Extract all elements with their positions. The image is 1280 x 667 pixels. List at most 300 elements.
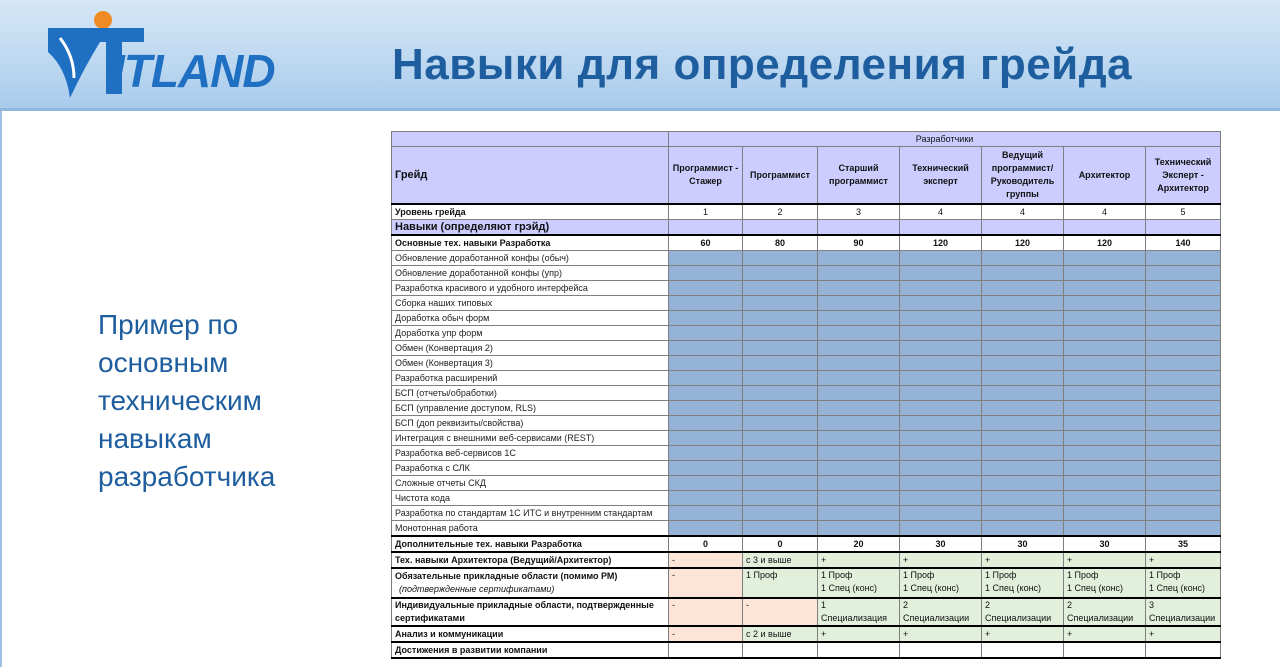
- skill-level-cell: [982, 296, 1064, 311]
- skill-level-cell: [1064, 506, 1146, 521]
- skill-level-cell: [818, 371, 900, 386]
- skill-level-cell: [982, 371, 1064, 386]
- column-header-row: [392, 147, 1221, 205]
- skill-item-row: [392, 491, 1221, 506]
- cell-line: 1 Спец (конс): [821, 583, 878, 593]
- side-caption-line: техническим: [98, 385, 262, 416]
- skill-level-cell: [818, 521, 900, 537]
- skill-level-cell: [1064, 371, 1146, 386]
- skill-item-row: [392, 266, 1221, 281]
- skill-level-cell: [818, 296, 900, 311]
- skill-level-cell: [1146, 416, 1221, 431]
- skill-item-row: [392, 251, 1221, 266]
- table-cell: [392, 132, 669, 147]
- skill-level-cell: [1064, 476, 1146, 491]
- skill-item-label: Разработка веб-сервисов 1С: [392, 446, 669, 461]
- table-cell: с 2 и выше: [743, 626, 818, 642]
- skill-level-cell: [1146, 341, 1221, 356]
- skill-level-cell: [900, 356, 982, 371]
- page-title: Навыки для определения грейда: [392, 40, 1133, 89]
- skill-level-cell: [1146, 491, 1221, 506]
- row-label: Индивидуальные прикладные области, подтвержденные сертификатами: [392, 598, 669, 626]
- skill-level-cell: [982, 326, 1064, 341]
- skill-level-cell: [743, 461, 818, 476]
- skill-level-cell: [982, 416, 1064, 431]
- skill-level-cell: [982, 281, 1064, 296]
- skill-level-cell: [982, 431, 1064, 446]
- side-caption-line: основным: [98, 347, 229, 378]
- cell-line: 1: [821, 600, 827, 610]
- skill-level-cell: [1146, 311, 1221, 326]
- skill-level-cell: [1064, 521, 1146, 537]
- cell-line: 3: [1149, 600, 1155, 610]
- table-cell: -: [669, 626, 743, 642]
- side-caption-line: Пример по: [98, 309, 239, 340]
- table-cell: 30: [982, 536, 1064, 552]
- table-cell: 4: [900, 204, 982, 220]
- skill-item-label: Обновление доработанной конфы (обыч): [392, 251, 669, 266]
- skill-item-label: Обмен (Конвертация 3): [392, 356, 669, 371]
- table-cell: 120: [1064, 235, 1146, 251]
- skill-item-label: Сложные отчеты СКД: [392, 476, 669, 491]
- table-cell: +: [982, 552, 1064, 568]
- main-skills-row: [392, 235, 1221, 251]
- skill-item-row: [392, 521, 1221, 537]
- skill-level-cell: [669, 296, 743, 311]
- table-cell: 2: [743, 204, 818, 220]
- skill-level-cell: [743, 311, 818, 326]
- skill-item-label: БСП (отчеты/обработки): [392, 386, 669, 401]
- skill-level-cell: [982, 311, 1064, 326]
- table-cell: 35: [1146, 536, 1221, 552]
- skill-level-cell: [818, 461, 900, 476]
- table-cell: [818, 568, 900, 598]
- skill-level-cell: [900, 371, 982, 386]
- cell-line: 1 Проф: [821, 570, 853, 580]
- skill-level-cell: [1146, 251, 1221, 266]
- skill-level-cell: [743, 266, 818, 281]
- skill-item-label: Разработка по стандартам 1С ИТС и внутренним стандартам: [392, 506, 669, 521]
- skill-level-cell: [743, 371, 818, 386]
- skill-level-cell: [900, 326, 982, 341]
- skill-level-cell: [818, 491, 900, 506]
- table-cell: +: [1064, 552, 1146, 568]
- left-border-line: [0, 111, 2, 667]
- skill-level-cell: [1146, 266, 1221, 281]
- skill-level-cell: [1064, 446, 1146, 461]
- table-cell: +: [982, 626, 1064, 642]
- skill-level-cell: [818, 266, 900, 281]
- cell-line: 1 Спец (конс): [1149, 583, 1206, 593]
- skill-level-cell: [818, 431, 900, 446]
- table-cell: 20: [818, 536, 900, 552]
- skill-level-cell: [669, 521, 743, 537]
- skill-item-row: [392, 386, 1221, 401]
- table-cell: -: [669, 552, 743, 568]
- skill-item-row: [392, 341, 1221, 356]
- table-cell: [1064, 220, 1146, 236]
- skill-level-cell: [1064, 401, 1146, 416]
- table-cell: [900, 568, 982, 598]
- skill-level-cell: [900, 416, 982, 431]
- skill-level-cell: [900, 341, 982, 356]
- cell-line: 2: [903, 600, 909, 610]
- skill-item-row: [392, 476, 1221, 491]
- analysis-row: [392, 626, 1221, 642]
- skill-level-cell: [900, 446, 982, 461]
- table-cell: 0: [743, 536, 818, 552]
- table-cell: [818, 220, 900, 236]
- table-cell: [669, 220, 743, 236]
- skill-level-cell: [1146, 431, 1221, 446]
- grade-label-cell: Грейд: [392, 147, 669, 205]
- column-header: Программист - Стажер: [669, 147, 743, 205]
- skill-level-cell: [982, 356, 1064, 371]
- table-cell: 4: [1064, 204, 1146, 220]
- table-cell: [1146, 642, 1221, 658]
- side-caption-line: навыкам: [98, 423, 212, 454]
- skill-level-cell: [1146, 386, 1221, 401]
- column-header: Технический эксперт: [900, 147, 982, 205]
- skill-item-label: Доработка упр форм: [392, 326, 669, 341]
- skill-level-cell: [1146, 401, 1221, 416]
- table-cell: [900, 598, 982, 626]
- skill-level-cell: [900, 281, 982, 296]
- table-cell: 30: [900, 536, 982, 552]
- skill-item-row: [392, 461, 1221, 476]
- skill-level-cell: [900, 311, 982, 326]
- skill-item-label: Чистота кода: [392, 491, 669, 506]
- table-cell: [743, 220, 818, 236]
- mandatory-areas-row: [392, 568, 1221, 598]
- table-cell: 30: [1064, 536, 1146, 552]
- skill-level-cell: [743, 281, 818, 296]
- skill-item-label: БСП (управление доступом, RLS): [392, 401, 669, 416]
- skill-level-cell: [1064, 326, 1146, 341]
- cell-line: -: [672, 570, 675, 580]
- skill-level-cell: [1064, 251, 1146, 266]
- table-cell: 0: [669, 536, 743, 552]
- table-cell: +: [900, 626, 982, 642]
- cell-line: Специализации: [1067, 613, 1134, 623]
- skill-level-cell: [1146, 506, 1221, 521]
- skill-level-cell: [900, 506, 982, 521]
- cell-line: -: [746, 600, 749, 610]
- table-cell: [1064, 568, 1146, 598]
- skill-level-cell: [743, 251, 818, 266]
- individual-areas-row: [392, 598, 1221, 626]
- table-cell: [1064, 642, 1146, 658]
- skill-level-cell: [743, 491, 818, 506]
- table-cell: [743, 642, 818, 658]
- skill-level-cell: [669, 341, 743, 356]
- grade-level-row: [392, 204, 1221, 220]
- skill-item-row: [392, 296, 1221, 311]
- table-cell: [818, 642, 900, 658]
- table-cell: [982, 642, 1064, 658]
- skill-item-label: БСП (доп реквизиты/свойства): [392, 416, 669, 431]
- column-header: Старший программист: [818, 147, 900, 205]
- table-cell: [900, 642, 982, 658]
- row-label-sub: (подтвержденные сертификатами): [399, 584, 555, 594]
- skill-level-cell: [900, 461, 982, 476]
- table-cell: [669, 598, 743, 626]
- column-header: Архитектор: [1064, 147, 1146, 205]
- table-cell: [1146, 220, 1221, 236]
- skill-level-cell: [818, 326, 900, 341]
- skill-level-cell: [743, 401, 818, 416]
- architect-skills-row: [392, 552, 1221, 568]
- skill-level-cell: [982, 521, 1064, 537]
- skill-level-cell: [669, 401, 743, 416]
- row-label: Основные тех. навыки Разработка: [392, 235, 669, 251]
- table-cell: [1146, 568, 1221, 598]
- skill-item-row: [392, 356, 1221, 371]
- table-cell: 3: [818, 204, 900, 220]
- skill-level-cell: [669, 326, 743, 341]
- skill-item-row: [392, 446, 1221, 461]
- skill-level-cell: [818, 341, 900, 356]
- grade-table-container: [391, 131, 1220, 659]
- grade-table: [391, 131, 1221, 659]
- column-header: Ведущий программист/Руководитель группы: [982, 147, 1064, 205]
- skill-level-cell: [669, 386, 743, 401]
- skill-level-cell: [1064, 281, 1146, 296]
- table-cell: с 3 и выше: [743, 552, 818, 568]
- cell-line: 1 Проф: [985, 570, 1017, 580]
- table-cell: [900, 220, 982, 236]
- row-label: Достижения в развитии компании: [392, 642, 669, 658]
- group-header-row: [392, 132, 1221, 147]
- table-cell: [669, 642, 743, 658]
- skill-level-cell: [1146, 371, 1221, 386]
- table-cell: +: [900, 552, 982, 568]
- header-divider: [0, 108, 1280, 111]
- table-cell: 140: [1146, 235, 1221, 251]
- skill-level-cell: [1064, 266, 1146, 281]
- skill-level-cell: [900, 431, 982, 446]
- skill-level-cell: [669, 461, 743, 476]
- row-label: [392, 568, 669, 598]
- row-label: Дополнительные тех. навыки Разработка: [392, 536, 669, 552]
- group-header-cell: Разработчики: [669, 132, 1221, 147]
- skill-item-row: [392, 281, 1221, 296]
- skill-level-cell: [1064, 386, 1146, 401]
- table-cell: 1: [669, 204, 743, 220]
- skill-level-cell: [818, 386, 900, 401]
- cell-line: Специализации: [903, 613, 970, 623]
- table-cell: 120: [900, 235, 982, 251]
- skill-level-cell: [982, 401, 1064, 416]
- skill-level-cell: [982, 446, 1064, 461]
- row-label: Тех. навыки Архитектора (Ведущий/Архитектор): [392, 552, 669, 568]
- skill-level-cell: [1146, 281, 1221, 296]
- skill-item-label: Сборка наших типовых: [392, 296, 669, 311]
- table-cell: +: [818, 552, 900, 568]
- skill-level-cell: [669, 356, 743, 371]
- skill-level-cell: [1146, 476, 1221, 491]
- skill-level-cell: [1064, 341, 1146, 356]
- skill-level-cell: [982, 491, 1064, 506]
- skill-item-label: Доработка обыч форм: [392, 311, 669, 326]
- skill-level-cell: [1146, 446, 1221, 461]
- skill-level-cell: [743, 416, 818, 431]
- skill-level-cell: [743, 356, 818, 371]
- skill-level-cell: [982, 461, 1064, 476]
- table-cell: 5: [1146, 204, 1221, 220]
- skill-item-label: Разработка красивого и удобного интерфейса: [392, 281, 669, 296]
- skill-level-cell: [982, 266, 1064, 281]
- column-header: Программист: [743, 147, 818, 205]
- table-cell: [982, 220, 1064, 236]
- row-label: Уровень грейда: [392, 204, 669, 220]
- skill-level-cell: [900, 476, 982, 491]
- table-cell: [743, 568, 818, 598]
- skill-item-label: Монотонная работа: [392, 521, 669, 537]
- column-header: Технический Эксперт - Архитектор: [1146, 147, 1221, 205]
- skill-level-cell: [669, 491, 743, 506]
- skill-level-cell: [818, 311, 900, 326]
- table-cell: [982, 598, 1064, 626]
- table-cell: 90: [818, 235, 900, 251]
- skill-level-cell: [743, 521, 818, 537]
- table-cell: +: [1064, 626, 1146, 642]
- skill-level-cell: [669, 281, 743, 296]
- skill-level-cell: [669, 416, 743, 431]
- skill-level-cell: [818, 356, 900, 371]
- skill-level-cell: [743, 446, 818, 461]
- cell-line: 1 Проф: [746, 570, 778, 580]
- table-cell: 60: [669, 235, 743, 251]
- skill-level-cell: [900, 251, 982, 266]
- skill-level-cell: [743, 431, 818, 446]
- skill-level-cell: [1064, 311, 1146, 326]
- table-cell: +: [1146, 626, 1221, 642]
- skill-item-label: Обмен (Конвертация 2): [392, 341, 669, 356]
- skill-level-cell: [900, 386, 982, 401]
- extra-skills-row: [392, 536, 1221, 552]
- skill-item-label: Обновление доработанной конфы (упр): [392, 266, 669, 281]
- skill-level-cell: [743, 296, 818, 311]
- skill-level-cell: [1064, 356, 1146, 371]
- skill-level-cell: [818, 281, 900, 296]
- skill-level-cell: [818, 251, 900, 266]
- table-cell: [818, 598, 900, 626]
- skill-level-cell: [1064, 431, 1146, 446]
- skill-item-row: [392, 326, 1221, 341]
- skill-level-cell: [1146, 461, 1221, 476]
- skill-level-cell: [818, 401, 900, 416]
- skill-level-cell: [982, 341, 1064, 356]
- skill-level-cell: [743, 386, 818, 401]
- cell-line: 1 Проф: [1149, 570, 1181, 580]
- skill-level-cell: [900, 296, 982, 311]
- skill-level-cell: [669, 371, 743, 386]
- skill-item-row: [392, 401, 1221, 416]
- cell-line: Специализации: [1149, 613, 1216, 623]
- skill-level-cell: [982, 386, 1064, 401]
- skill-level-cell: [818, 446, 900, 461]
- table-cell: [1064, 598, 1146, 626]
- cell-line: 1 Спец (конс): [1067, 583, 1124, 593]
- skill-level-cell: [982, 506, 1064, 521]
- skill-level-cell: [1146, 296, 1221, 311]
- skill-level-cell: [669, 251, 743, 266]
- skill-item-label: Разработка расширений: [392, 371, 669, 386]
- cell-line: -: [672, 600, 675, 610]
- skill-level-cell: [743, 506, 818, 521]
- cell-line: 1 Проф: [903, 570, 935, 580]
- skill-item-row: [392, 416, 1221, 431]
- skill-level-cell: [900, 521, 982, 537]
- skill-item-label: Интеграция с внешними веб-сервисами (REST): [392, 431, 669, 446]
- skill-item-label: Разработка с СЛК: [392, 461, 669, 476]
- skill-item-row: [392, 506, 1221, 521]
- side-caption: [98, 306, 358, 496]
- table-cell: +: [818, 626, 900, 642]
- skill-level-cell: [982, 476, 1064, 491]
- skill-level-cell: [1146, 356, 1221, 371]
- skill-item-row: [392, 431, 1221, 446]
- cell-line: 1 Спец (конс): [985, 583, 1042, 593]
- cell-line: 1 Проф: [1067, 570, 1099, 580]
- skill-level-cell: [900, 401, 982, 416]
- skill-level-cell: [1064, 416, 1146, 431]
- skill-level-cell: [1064, 491, 1146, 506]
- table-cell: +: [1146, 552, 1221, 568]
- skill-level-cell: [669, 446, 743, 461]
- table-cell: [1146, 598, 1221, 626]
- table-cell: 120: [982, 235, 1064, 251]
- skill-level-cell: [669, 311, 743, 326]
- skill-level-cell: [818, 416, 900, 431]
- skill-level-cell: [743, 476, 818, 491]
- skill-level-cell: [669, 476, 743, 491]
- skill-level-cell: [900, 266, 982, 281]
- skill-level-cell: [669, 266, 743, 281]
- cell-line: Специализация: [821, 613, 888, 623]
- cell-line: 2: [1067, 600, 1073, 610]
- cell-line: 1 Спец (конс): [903, 583, 960, 593]
- skill-level-cell: [1146, 326, 1221, 341]
- skill-level-cell: [669, 506, 743, 521]
- skills-section-row: [392, 220, 1221, 236]
- skill-level-cell: [669, 431, 743, 446]
- table-cell: 80: [743, 235, 818, 251]
- side-caption-line: разработчика: [98, 461, 276, 492]
- skill-item-row: [392, 371, 1221, 386]
- table-cell: [982, 568, 1064, 598]
- table-cell: [669, 568, 743, 598]
- section-label: Навыки (определяют грэйд): [392, 220, 669, 236]
- achievements-row: [392, 642, 1221, 658]
- skill-level-cell: [982, 251, 1064, 266]
- skill-level-cell: [1146, 521, 1221, 537]
- skill-level-cell: [1064, 296, 1146, 311]
- skill-level-cell: [818, 506, 900, 521]
- skill-level-cell: [743, 341, 818, 356]
- skill-item-row: [392, 311, 1221, 326]
- skill-level-cell: [818, 476, 900, 491]
- cell-line: 2: [985, 600, 991, 610]
- skill-level-cell: [743, 326, 818, 341]
- skill-level-cell: [1064, 461, 1146, 476]
- logo-text: ITLAND: [112, 45, 275, 97]
- cell-line: Специализации: [985, 613, 1052, 623]
- skill-level-cell: [900, 491, 982, 506]
- table-cell: 4: [982, 204, 1064, 220]
- row-label: Анализ и коммуникации: [392, 626, 669, 642]
